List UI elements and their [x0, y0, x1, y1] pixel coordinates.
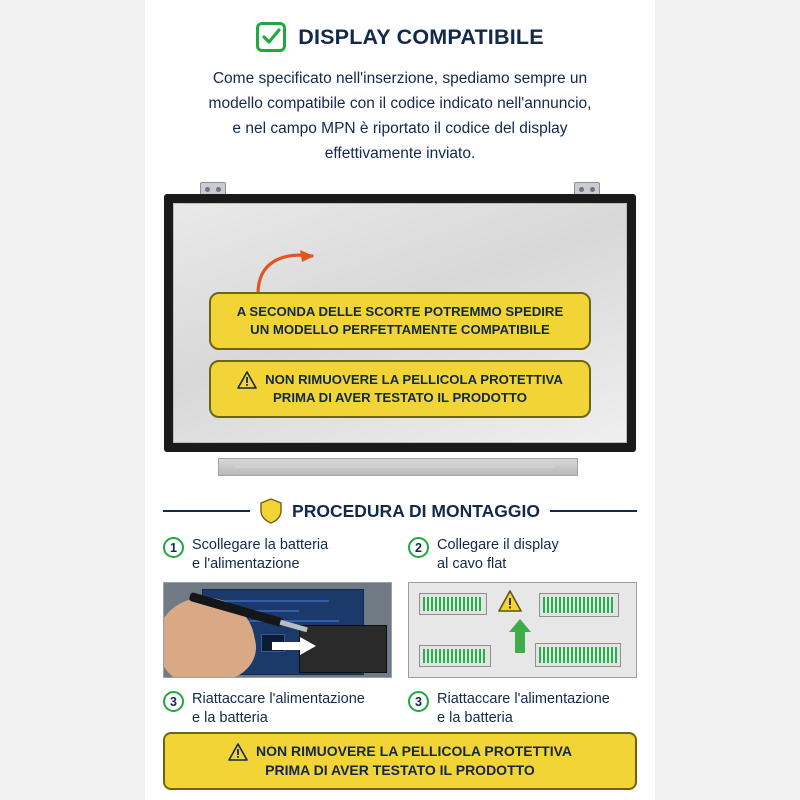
step-text: [192, 690, 365, 728]
header: [145, 22, 655, 52]
step-item: [408, 690, 637, 728]
step-line-1: Riattaccare l'alimentazione: [437, 691, 610, 707]
step-line-1: Scollegare la batteria: [192, 537, 329, 553]
step-text: [437, 690, 610, 728]
warning-triangle-icon: [497, 589, 523, 613]
check-box-icon: [256, 22, 286, 52]
warning-triangle-icon: [228, 743, 248, 761]
left-margin-rail: [0, 0, 145, 800]
callout-compatible-model: [209, 292, 591, 350]
callout-film-line-1: NON RIMUOVERE LA PELLICOLA PROTETTIVA: [265, 372, 563, 387]
step-item: [163, 536, 392, 574]
step-number-badge: 1: [163, 537, 184, 558]
divider-right: [550, 510, 637, 512]
step-line-2: e la batteria: [192, 710, 268, 726]
callout-film-row-1: [217, 371, 583, 389]
step-item: [163, 690, 392, 728]
montaggio-section-header: [163, 498, 637, 524]
right-margin-rail: [655, 0, 800, 800]
bottom-banner-row-1: [171, 742, 629, 761]
step-line-1: Collegare il display: [437, 537, 559, 553]
callout-compatible-line-2: UN MODELLO PERFETTAMENTE COMPATIBILE: [250, 322, 550, 337]
intro-line-3: e nel campo MPN è riportato il codice del display: [232, 120, 568, 137]
intro-line-4: effettivamente inviato.: [324, 145, 476, 162]
step-line-2: e la batteria: [437, 710, 513, 726]
steps-photos: [163, 582, 637, 678]
step-item: [408, 536, 637, 574]
step-line-1: Riattaccare l'alimentazione: [192, 691, 365, 707]
step-number-badge: 2: [408, 537, 429, 558]
step-number-badge: 3: [163, 691, 184, 712]
intro-paragraph: [165, 66, 635, 166]
warning-triangle-icon: [237, 371, 257, 389]
content-column: [145, 0, 655, 800]
intro-line-2: modello compatibile con il codice indicato nell'annuncio,: [208, 95, 592, 112]
bottom-banner-line-1: NON RIMUOVERE LA PELLICOLA PROTETTIVA: [255, 743, 573, 759]
curved-arrow-icon: [252, 248, 322, 296]
photo-connect-flat-cable: [408, 582, 637, 678]
green-up-arrow-icon: [509, 619, 531, 653]
montaggio-title: PROCEDURA DI MONTAGGIO: [292, 500, 540, 521]
callout-film-line-2: PRIMA DI AVER TESTATO IL PRODOTTO: [273, 390, 527, 405]
step-text: [437, 536, 559, 574]
shield-icon: [260, 498, 282, 524]
display-panel-illustration: [160, 182, 640, 482]
white-arrow-icon: [272, 637, 316, 655]
flat-connector: [535, 643, 621, 667]
flat-connector: [419, 593, 487, 615]
step-text: [192, 536, 328, 574]
step-line-2: e l'alimentazione: [192, 556, 300, 572]
flat-connector: [539, 593, 619, 617]
intro-line-1: Come specificato nell'inserzione, spediamo sempre un: [212, 70, 588, 87]
divider-left: [163, 510, 250, 512]
steps-row-top: [163, 536, 637, 574]
bottom-banner-line-2: PRIMA DI AVER TESTATO IL PRODOTTO: [265, 762, 535, 778]
steps-row-bottom: [163, 690, 637, 728]
panel-base-strip: [218, 458, 578, 476]
callout-compatible-line-1: A SECONDA DELLE SCORTE POTREMMO SPEDIRE: [236, 304, 564, 319]
callout-protective-film: [209, 360, 591, 418]
photo-disconnect-battery: [163, 582, 392, 678]
step-line-2: al cavo flat: [437, 556, 507, 572]
page-title: DISPLAY COMPATIBILE: [298, 24, 544, 49]
step-number-badge: 3: [408, 691, 429, 712]
flat-connector: [419, 645, 491, 667]
bottom-warning-banner: [163, 732, 637, 790]
